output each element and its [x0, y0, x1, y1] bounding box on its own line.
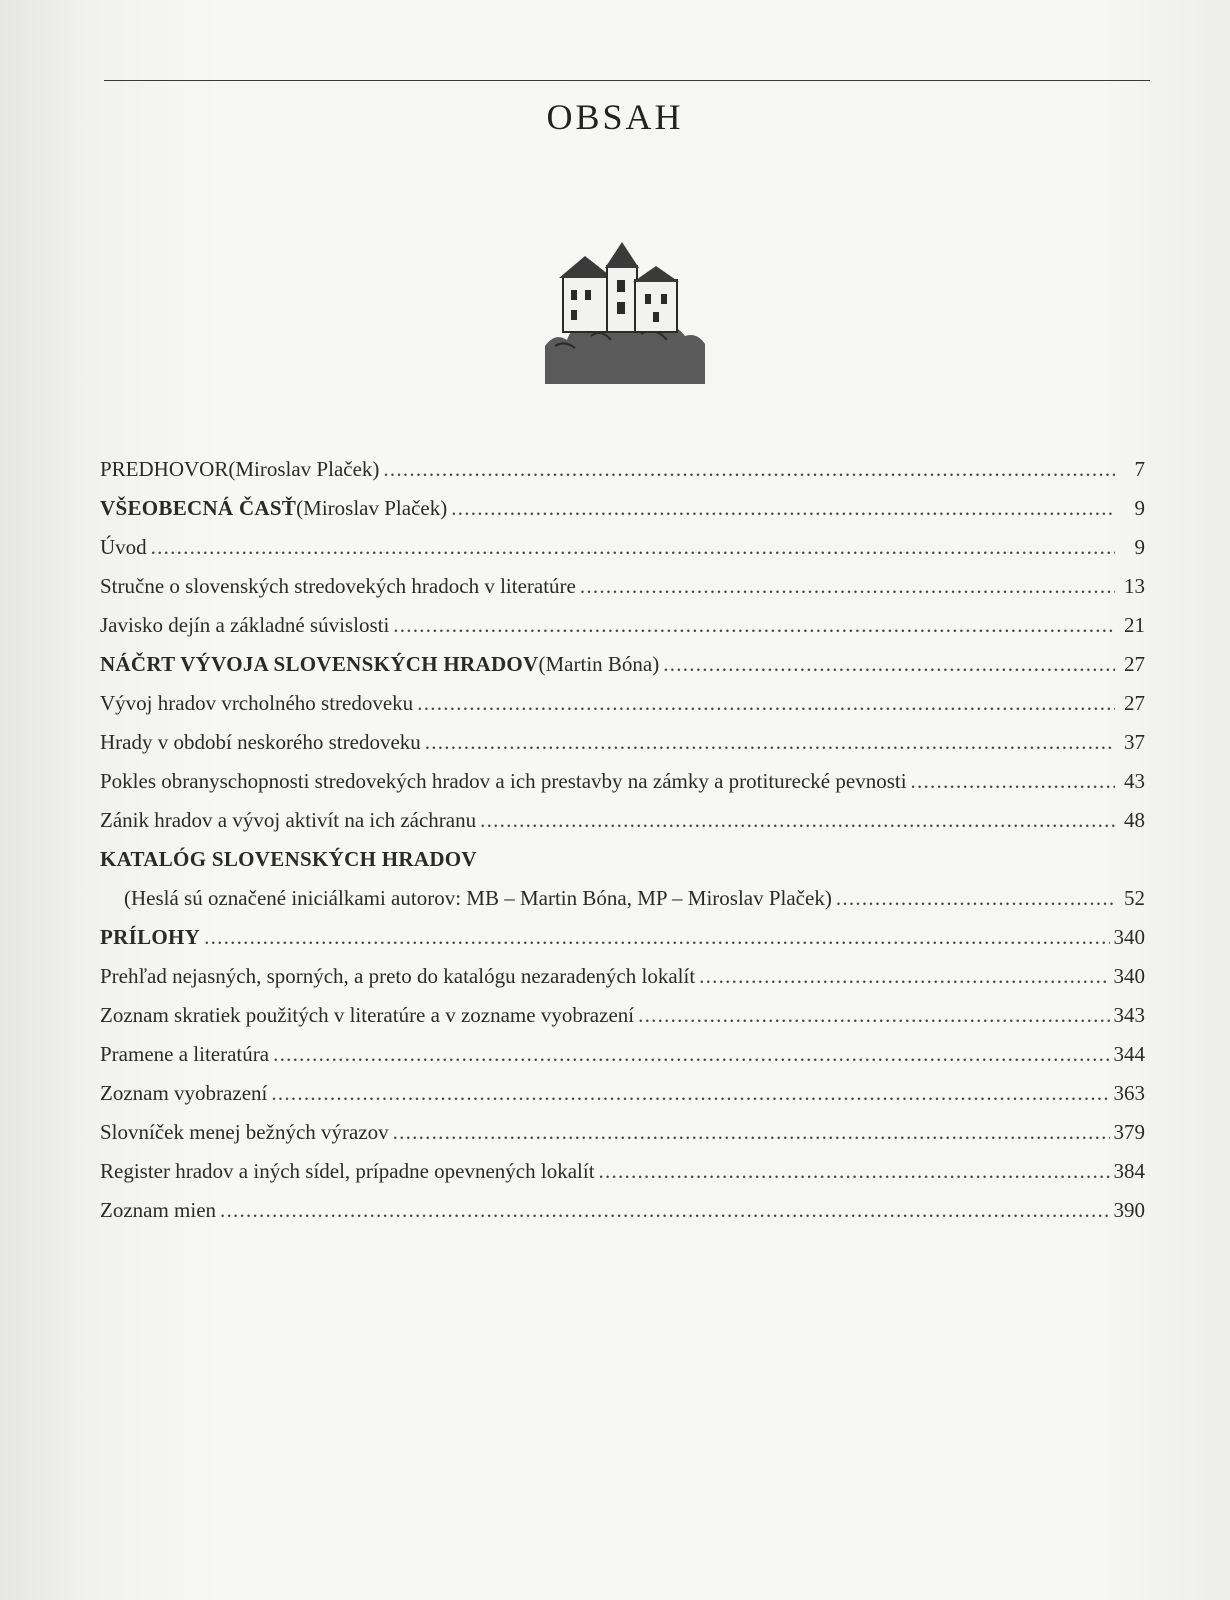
- toc-entry-page: 344: [1113, 1042, 1145, 1066]
- toc-entry-title: VŠEOBECNÁ ČASŤ: [100, 496, 297, 520]
- toc-entry: [100, 606, 1145, 645]
- toc-entry-page: 379: [1113, 1120, 1145, 1144]
- toc-entry-title: Úvod: [100, 535, 147, 559]
- toc-entry: [100, 684, 1145, 723]
- toc-entry-author: (Miroslav Plaček): [296, 496, 448, 520]
- toc-entry-title: PREDHOVOR: [100, 457, 229, 481]
- toc-entry: [100, 1152, 1145, 1191]
- toc-entry-page: 343: [1113, 1003, 1145, 1027]
- toc-entry: [100, 1074, 1145, 1113]
- toc-entry-page: 9: [1134, 535, 1145, 559]
- dot-leader: [204, 918, 1109, 957]
- toc-entry: [100, 645, 1145, 684]
- toc-entry-page: 9: [1134, 496, 1145, 520]
- dot-leader: [151, 528, 1115, 567]
- toc-entry: [100, 567, 1145, 606]
- toc-entry-title: Pokles obranyschopnosti stredovekých hradov a ich prestavby na zámky a protiturecké pevnosti: [100, 769, 907, 793]
- toc-entry-title: Register hradov a iných sídel, prípadne opevnených lokalít: [100, 1159, 595, 1183]
- toc-entry: [100, 762, 1145, 801]
- toc-entry: [100, 840, 1145, 879]
- dot-leader: [220, 1191, 1109, 1230]
- toc-entry-title: NÁČRT VÝVOJA SLOVENSKÝCH HRADOV: [100, 652, 539, 676]
- dot-leader: [451, 489, 1115, 528]
- dot-leader: [480, 801, 1115, 840]
- toc-entry: [100, 723, 1145, 762]
- toc-entry-page: 363: [1113, 1081, 1145, 1105]
- dot-leader: [580, 567, 1115, 606]
- dot-leader: [271, 1074, 1109, 1113]
- toc-entry-title: Stručne o slovenských stredovekých hradoch v literatúre: [100, 574, 576, 598]
- toc-entry-title: KATALÓG SLOVENSKÝCH HRADOV: [100, 847, 477, 871]
- toc-entry: [100, 489, 1145, 528]
- toc-entry-title: Javisko dejín a základné súvislosti: [100, 613, 390, 637]
- top-rule: [104, 80, 1150, 81]
- toc-entry-page: 13: [1124, 574, 1145, 598]
- toc-entry: [100, 1035, 1145, 1074]
- dot-leader: [393, 1113, 1110, 1152]
- toc-entry: [100, 1191, 1145, 1230]
- toc-entry-page: 37: [1124, 730, 1145, 754]
- dot-leader: [417, 684, 1115, 723]
- toc-entry-page: 43: [1124, 769, 1145, 793]
- toc-entry-author: (Miroslav Plaček): [228, 457, 380, 481]
- dot-leader: [599, 1152, 1110, 1191]
- toc-entry: [100, 957, 1145, 996]
- toc-entry-page: 52: [1124, 886, 1145, 910]
- toc-entry-title: Hrady v období neskorého stredoveku: [100, 730, 421, 754]
- toc-entry-page: 340: [1113, 925, 1145, 949]
- toc-entry-page: 27: [1124, 691, 1145, 715]
- toc-entry-page: 21: [1124, 613, 1145, 637]
- toc-entry-title: Zoznam vyobrazení: [100, 1081, 268, 1105]
- toc-entry: [100, 450, 1145, 489]
- toc-entry: [100, 996, 1145, 1035]
- toc-entry-title: Zoznam skratiek použitých v literatúre a v zozname vyobrazení: [100, 1003, 635, 1027]
- toc-entry: [100, 528, 1145, 567]
- toc-entry-page: 390: [1113, 1198, 1145, 1222]
- toc-entry-title: Zánik hradov a vývoj aktivít na ich záchranu: [100, 808, 477, 832]
- castle-icon: [545, 236, 705, 384]
- toc-entry-page: 27: [1124, 652, 1145, 676]
- dot-leader: [638, 996, 1109, 1035]
- dot-leader: [663, 645, 1115, 684]
- dot-leader: [699, 957, 1109, 996]
- page-title: OBSAH: [546, 97, 684, 137]
- toc-entry-page: 7: [1134, 457, 1145, 481]
- toc-entry-title: Slovníček menej bežných výrazov: [100, 1120, 389, 1144]
- toc-entry-page: 384: [1113, 1159, 1145, 1183]
- toc-entry-author: (Martin Bóna): [538, 652, 660, 676]
- toc-entry-title: PRÍLOHY: [100, 925, 201, 949]
- dot-leader: [425, 723, 1115, 762]
- table-of-contents: [100, 450, 1145, 1230]
- dot-leader: [911, 762, 1115, 801]
- toc-entry-title: (Heslá sú označené iniciálkami autorov: MB – Martin Bóna, MP – Miroslav Plaček): [124, 886, 832, 910]
- toc-entry-title: Pramene a literatúra: [100, 1042, 270, 1066]
- toc-entry: [100, 918, 1145, 957]
- toc-entry-page: 48: [1124, 808, 1145, 832]
- dot-leader: [393, 606, 1115, 645]
- toc-entry-title: Prehľad nejasných, sporných, a preto do katalógu nezaradených lokalít: [100, 964, 696, 988]
- toc-entry-page: 340: [1113, 964, 1145, 988]
- dot-leader: [383, 450, 1115, 489]
- dot-leader: [273, 1035, 1109, 1074]
- toc-entry: [100, 1113, 1145, 1152]
- toc-entry: [100, 801, 1145, 840]
- toc-entry-title: Vývoj hradov vrcholného stredoveku: [100, 691, 414, 715]
- toc-entry-title: Zoznam mien: [100, 1198, 217, 1222]
- toc-entry: [100, 879, 1145, 918]
- dot-leader: [836, 879, 1115, 918]
